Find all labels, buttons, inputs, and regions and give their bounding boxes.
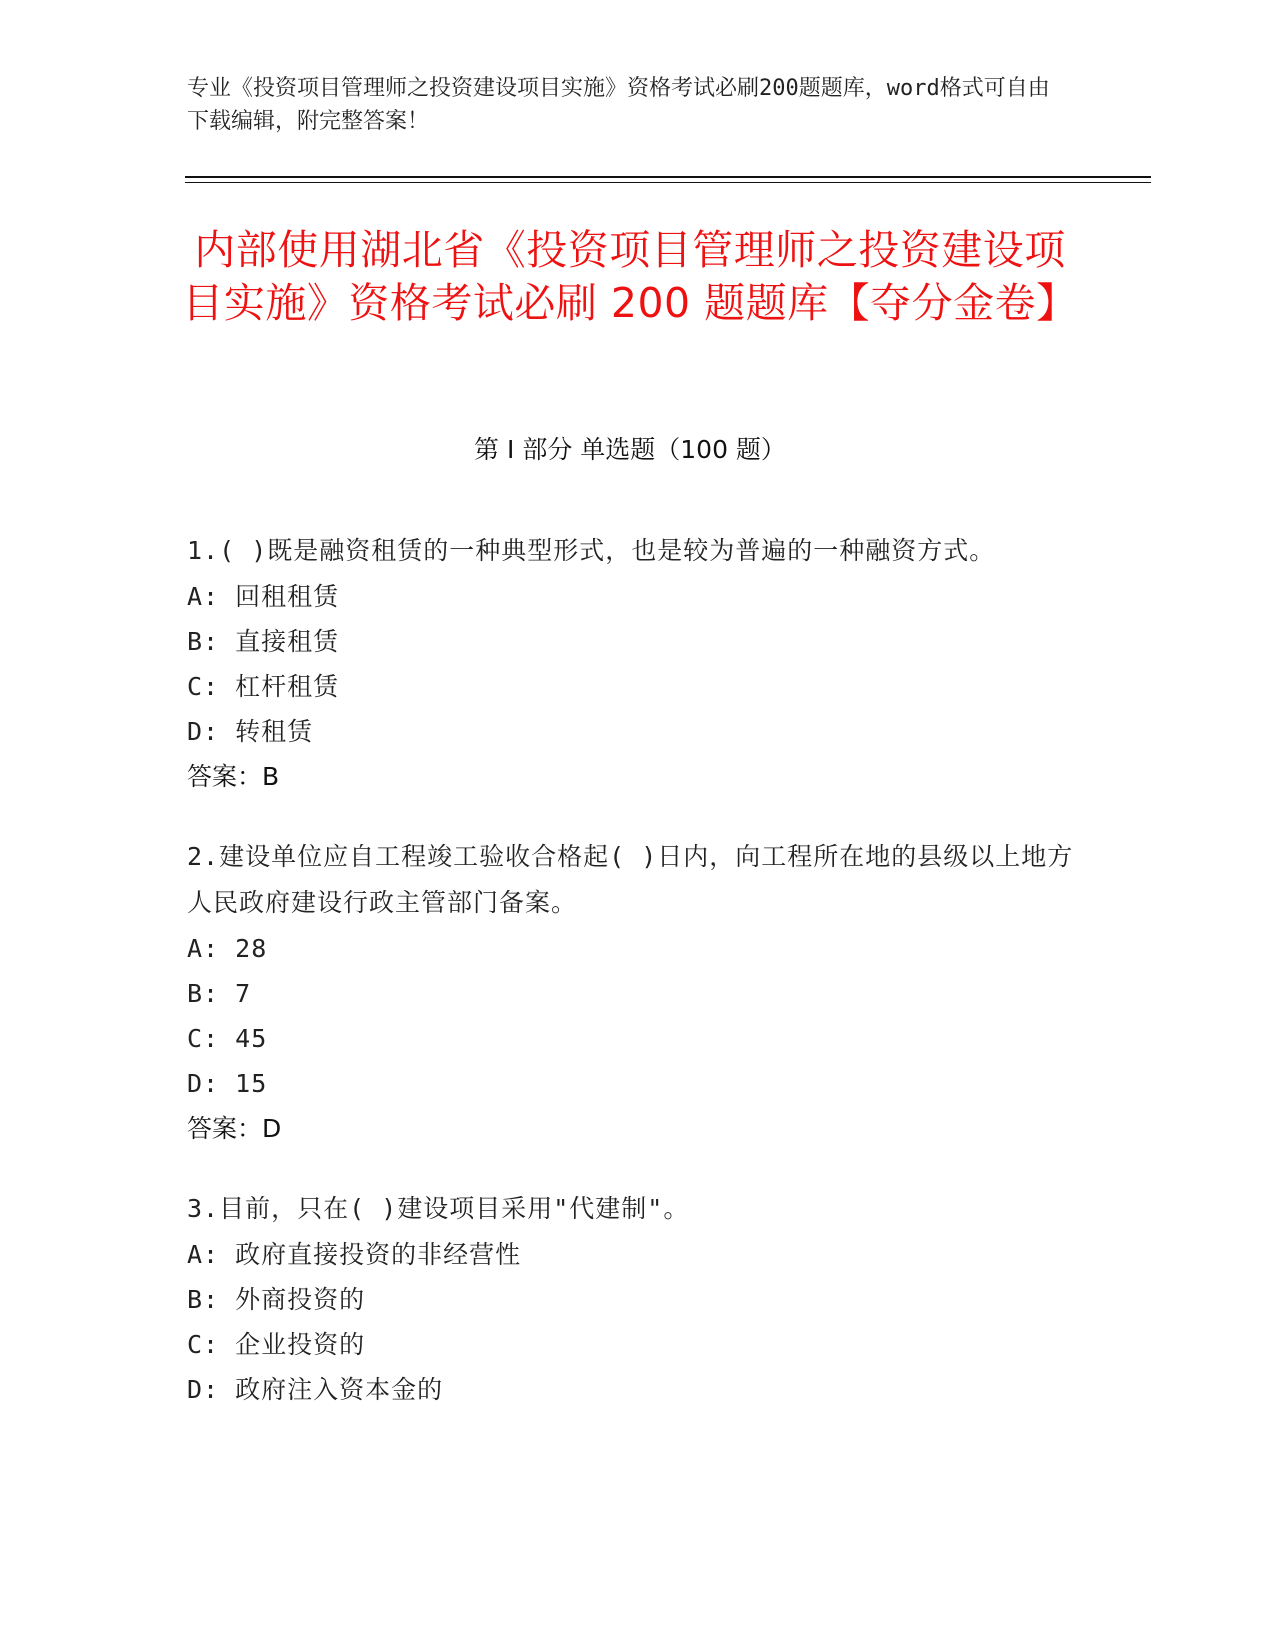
question-1 xyxy=(187,528,1077,800)
option-a: A: 28 xyxy=(187,934,268,963)
answer-line: 答案：D xyxy=(187,1114,282,1143)
option-d: D: 15 xyxy=(187,1069,268,1098)
document-title: 内部使用湖北省《投资项目管理师之投资建设项目实施》资格考试必刷 200 题题库【夺分金卷】 xyxy=(182,226,1078,327)
option-c: C: 杠杆租赁 xyxy=(187,672,340,701)
option-b: B: 直接租赁 xyxy=(187,627,340,656)
option-d: D: 政府注入资本金的 xyxy=(187,1375,444,1404)
question-list xyxy=(187,528,1077,1446)
option-c: C: 45 xyxy=(187,1024,268,1053)
option-a: A: 政府直接投资的非经营性 xyxy=(187,1240,522,1269)
option-a: A: 回租租赁 xyxy=(187,582,340,611)
option-d: D: 转租赁 xyxy=(187,717,314,746)
question-stem: 2.建设单位应自工程竣工验收合格起( )日内，向工程所在地的县级以上地方人民政府建设行政主管部门备案。 xyxy=(187,842,1074,917)
question-stem: 1.( )既是融资租赁的一种典型形式，也是较为普遍的一种融资方式。 xyxy=(187,536,996,565)
header-rule-thick xyxy=(185,176,1151,178)
header-rule-thin xyxy=(185,182,1151,183)
header-note: 专业《投资项目管理师之投资建设项目实施》资格考试必刷200题题库，word格式可自由下载编辑，附完整答案！ xyxy=(187,76,1050,134)
option-b: B: 7 xyxy=(187,979,252,1008)
section-heading: 第 I 部分 单选题（100 题） xyxy=(474,435,786,464)
answer-line: 答案：B xyxy=(187,762,280,791)
option-b: B: 外商投资的 xyxy=(187,1285,366,1314)
question-2 xyxy=(187,834,1077,1152)
option-c: C: 企业投资的 xyxy=(187,1330,366,1359)
question-stem: 3.目前，只在( )建设项目采用"代建制"。 xyxy=(187,1194,690,1223)
question-3 xyxy=(187,1186,1077,1412)
